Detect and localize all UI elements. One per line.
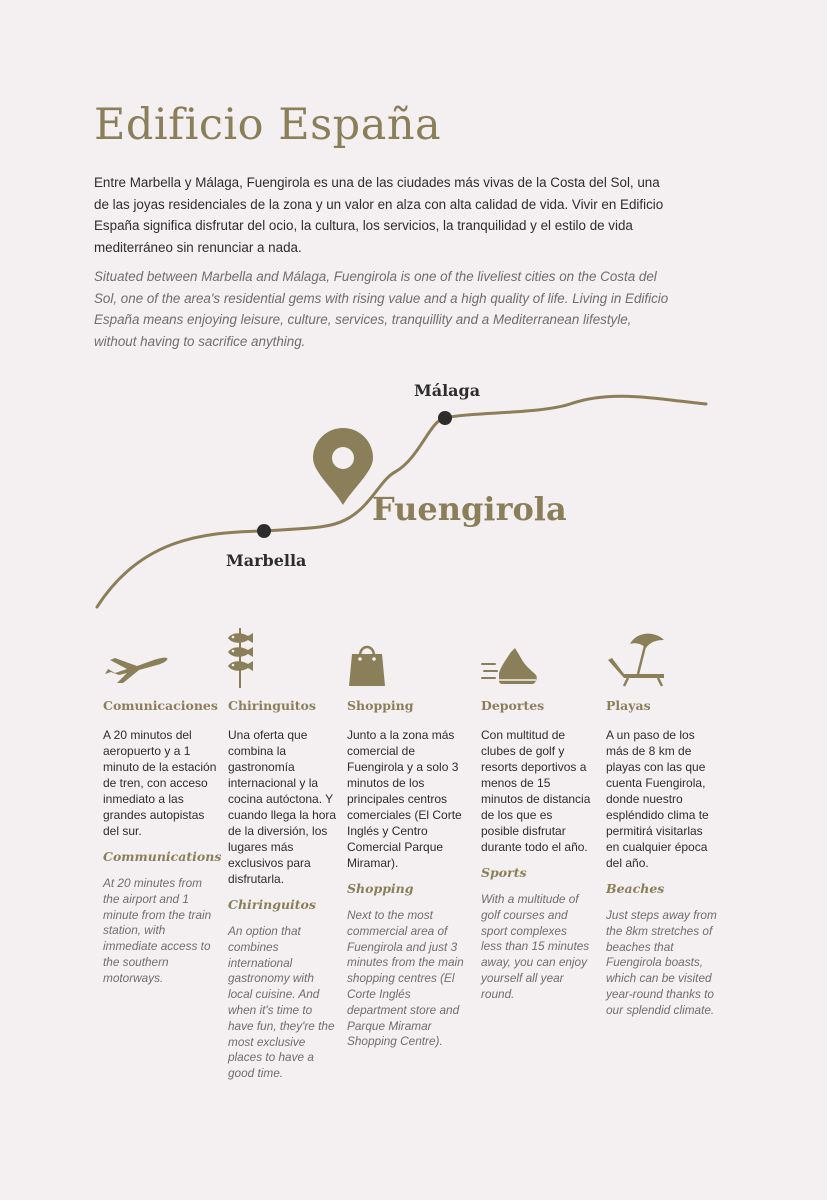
feature-title-es: Shopping — [347, 698, 414, 713]
city-label-fuengirola: Fuengirola — [372, 490, 567, 528]
sport-shoe-icon — [481, 628, 541, 688]
feature-text-en: Next to the most commercial area of Fuengirola and just 3 minutes from the main shopping centres (El Corte Inglés department store and Parque Miramar Shopping Centre). — [347, 908, 464, 1049]
feature-shopping — [347, 628, 465, 1050]
airplane-icon — [103, 628, 173, 688]
feature-title-es: Playas — [606, 698, 651, 713]
feature-chiringuitos — [228, 628, 340, 1082]
feature-communications — [103, 628, 222, 987]
fish-skewer-icon — [228, 628, 268, 688]
intro-spanish: Entre Marbella y Málaga, Fuengirola es una de las ciudades más vivas de la Costa del Sol, una de las joyas residenciales de la zona y un valor en alza con alta calidad de vida. Vivir en Edificio España significa disfrutar del ocio, la cultura, los servicios, la tranquilidad y el estilo de vida mediterráneo sin renunciar a nada. — [94, 175, 664, 255]
intro-english: Situated between Marbella and Málaga, Fuengirola is one of the liveliest cities on the Costa del Sol, one of the area's residential gems with rising value and a high quality of life. Living in Edificio España means enjoying leisure, culture, services, tranquillity and a Mediterranean lifestyle, without having to sacrifice anything. — [94, 269, 669, 349]
city-label-malaga: Málaga — [414, 381, 481, 400]
location-pin-icon — [313, 428, 373, 505]
feature-title-es: Comunicaciones — [103, 698, 218, 713]
feature-text-en: With a multitude of golf courses and sport complexes less than 15 minutes away, you can enjoy yourself all year round. — [481, 892, 590, 1001]
feature-text-en: At 20 minutes from the airport and 1 minute from the train station, with immediate access to the southern motorways. — [103, 876, 212, 985]
feature-sports — [481, 628, 591, 1003]
feature-text-en: An option that combines international gastronomy with local cuisine. And when it's time to have fun, they're the most exclusive places to have a good time. — [228, 924, 335, 1081]
feature-text-es: Junto a la zona más comercial de Fuengirola y a solo 3 minutos de los principales centros comerciales (El Corte Inglés y Centro Comercial Parque Miramar). — [347, 728, 462, 870]
feature-text-es: Con multitud de clubes de golf y resorts deportivos a menos de 15 minutos de distancia de los que es posible disfrutar durante todo el año. — [481, 728, 591, 854]
city-label-marbella: Marbella — [226, 551, 307, 570]
page-title: Edificio España — [94, 100, 442, 150]
feature-title-en: Chiringuitos — [228, 897, 316, 912]
feature-beaches — [606, 628, 718, 1019]
feature-title-en: Shopping — [347, 881, 414, 896]
feature-text-es: A un paso de los más de 8 km de playas con las que cuenta Fuengirola, donde nuestro espléndido clima te permitirá visitarlas en cualquier época del año. — [606, 728, 709, 870]
feature-title-en: Beaches — [606, 881, 665, 896]
marbella-dot — [257, 524, 271, 538]
malaga-dot — [438, 411, 452, 425]
feature-text-es: A 20 minutos del aeropuerto y a 1 minuto de la estación de tren, con acceso inmediato a las grandes autopistas del sur. — [103, 728, 217, 838]
feature-text-en: Just steps away from the 8km stretches of beaches that Fuengirola boasts, which can be visited year-round thanks to our splendid climate. — [606, 908, 717, 1017]
beach-lounger-icon — [606, 628, 668, 688]
feature-title-en: Sports — [481, 865, 527, 880]
feature-title-es: Deportes — [481, 698, 545, 713]
feature-title-en: Communications — [103, 849, 222, 864]
shopping-bag-icon — [347, 628, 387, 688]
feature-text-es: Una oferta que combina la gastronomía internacional y la cocina autóctona. Y cuando llega la hora de la diversión, los lugares más exclusivos para disfrutarla. — [228, 728, 337, 886]
feature-title-es: Chiringuitos — [228, 698, 316, 713]
